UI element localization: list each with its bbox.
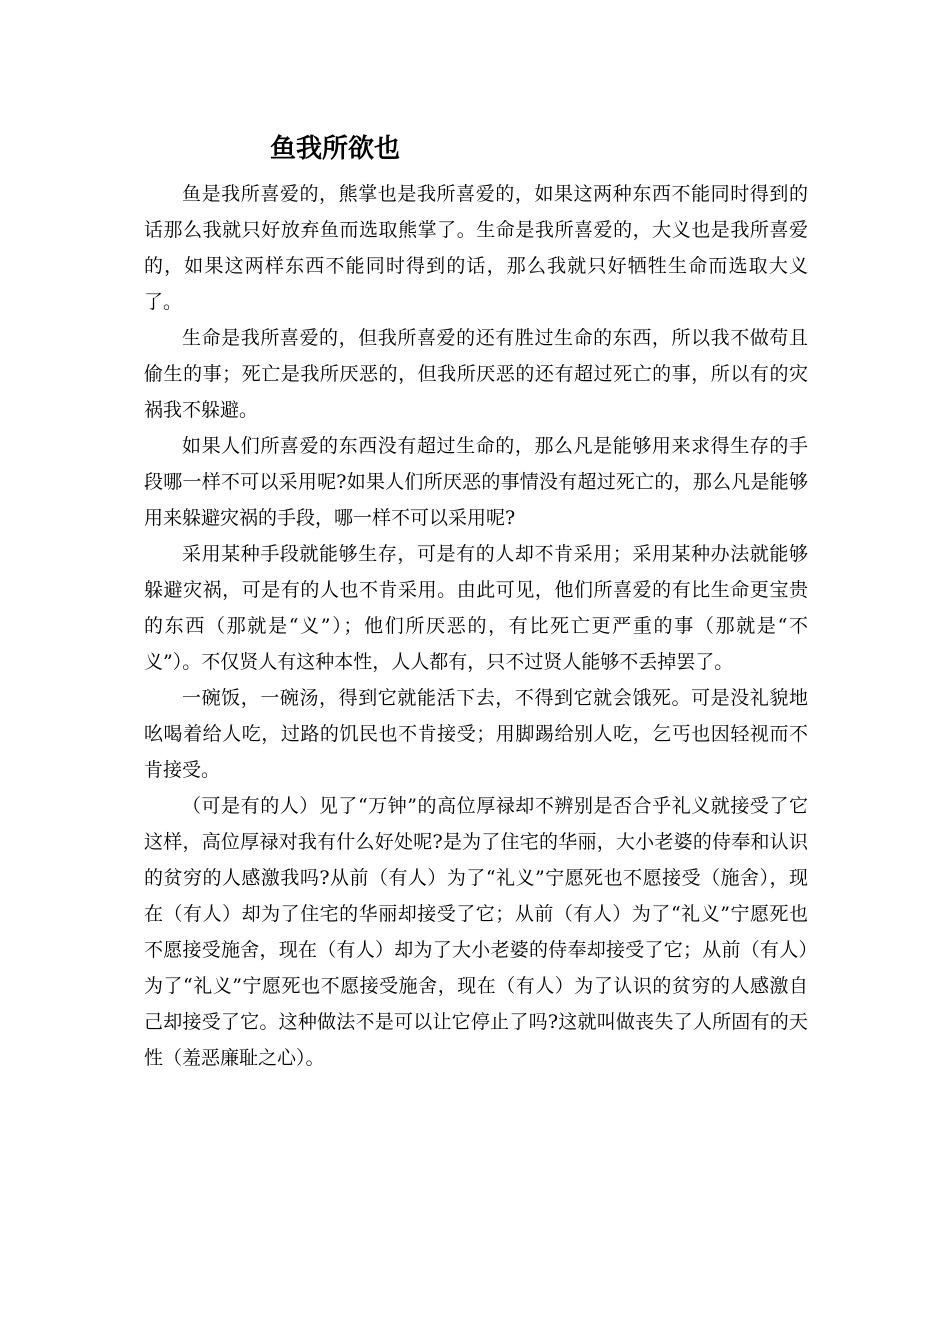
paragraph-5: 一碗饭，一碗汤，得到它就能活下去，不得到它就会饿死。可是没礼貌地吆喝着给人吃，过路的饥民也不肯接受；用脚踢给别人吃，乞丐也因轻视而不肯接受。 <box>144 687 808 781</box>
paragraph-2: 生命是我所喜爱的，但我所喜爱的还有胜过生命的东西，所以我不做苟且偷生的事；死亡是我所厌恶的，但我所厌恶的还有超过死亡的事，所以有的灾祸我不躲避。 <box>144 327 808 421</box>
document-title: 鱼我所欲也 <box>270 134 401 164</box>
paragraph-3: 如果人们所喜爱的东西没有超过生命的，那么凡是能够用来求得生存的手段哪一样不可以采用呢?如果人们所厌恶的事情没有超过死亡的，那么凡是能够用来躲避灾祸的手段，哪一样不可以采用呢? <box>144 435 808 529</box>
paragraph-4: 采用某种手段就能够生存，可是有的人却不肯采用；采用某种办法就能够躲避灾祸，可是有的人也不肯采用。由此可见，他们所喜爱的有比生命更宝贵的东西（那就是“义”）；他们所厌恶的，有比死亡更严重的事（那就是“不义”）。不仅贤人有这种本性，人人都有，只不过贤人能够不丢掉罢了。 <box>144 543 808 673</box>
paragraph-6: （可是有的人）见了“万钟”的高位厚禄却不辨别是否合乎礼义就接受了它这样，高位厚禄对我有什么好处呢?是为了住宅的华丽，大小老婆的侍奉和认识的贫穷的人感激我吗?从前（有人）为了“礼义”宁愿死也不愿接受（施舍），现在（有人）却为了住宅的华丽却接受了它；从前（有人）为了“礼义”宁愿死也不愿接受施舍，现在（有人）却为了大小老婆的侍奉却接受了它；从前（有人）为了“礼义”宁愿死也不愿接受施舍，现在（有人）为了认识的贫穷的人感激自己却接受了它。这种做法不是可以让它停止了吗?这就叫做丧失了人所固有的天性（羞恶廉耻之心）。 <box>144 795 808 1069</box>
paragraph-1: 鱼是我所喜爱的，熊掌也是我所喜爱的，如果这两种东西不能同时得到的话那么我就只好放弃鱼而选取熊掌了。生命是我所喜爱的，大义也是我所喜爱的，如果这两样东西不能同时得到的话，那么我就只好牺牲生命而选取大义了。 <box>144 183 808 313</box>
document-body <box>144 176 808 1076</box>
